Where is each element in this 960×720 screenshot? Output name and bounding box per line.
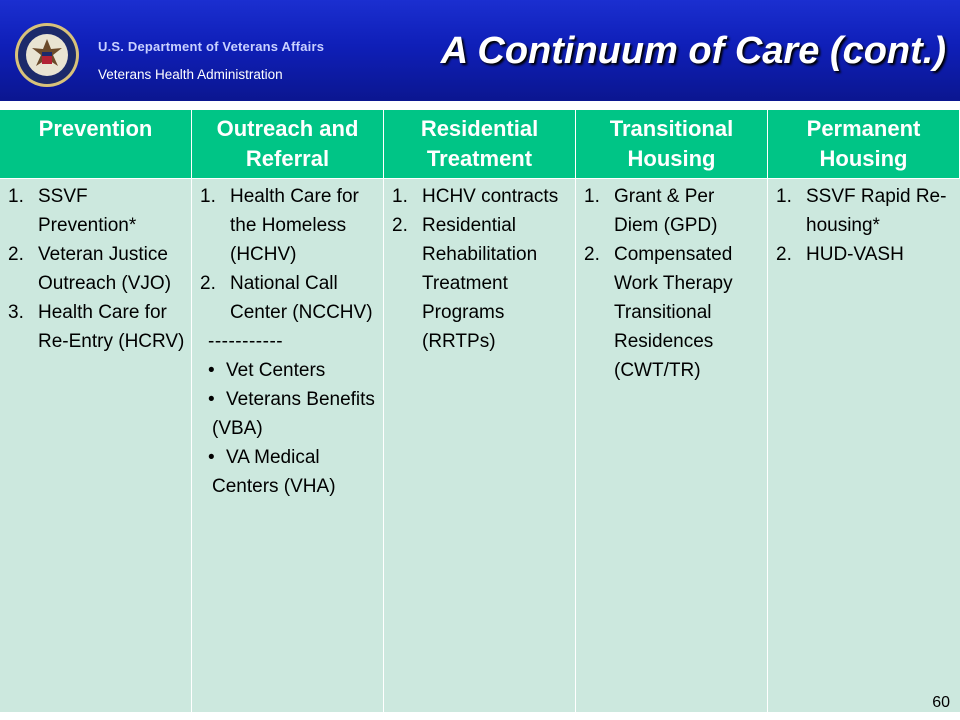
column-body-prevention bbox=[0, 178, 192, 712]
list-item: 3. Health Care for Re-Entry (HCRV) bbox=[8, 302, 185, 352]
column-body-residential bbox=[384, 178, 576, 712]
list-item: 1. Health Care for the Homeless (HCHV) bbox=[200, 186, 359, 265]
list-item: 1. SSVF Rapid Re-housing* bbox=[776, 186, 947, 236]
page-title: A Continuum of Care (cont.) bbox=[440, 30, 946, 72]
slide-header bbox=[0, 0, 960, 104]
continuum-table bbox=[0, 110, 960, 712]
bullet-item: • Veterans Benefits (VBA) bbox=[208, 389, 375, 439]
list-item: 1. SSVF Prevention* bbox=[8, 186, 137, 236]
column-header-transitional: Transitional Housing bbox=[576, 110, 768, 178]
column-body-outreach bbox=[192, 178, 384, 712]
column-header-permanent: Permanent Housing bbox=[768, 110, 960, 178]
column-header-prevention: Prevention bbox=[0, 110, 192, 178]
column-body-permanent bbox=[768, 178, 960, 712]
list-item: 2. Veteran Justice Outreach (VJO) bbox=[8, 244, 172, 294]
page-number: 60 bbox=[932, 694, 950, 711]
bullet-item: • VA Medical Centers (VHA) bbox=[208, 447, 336, 497]
list-item: 2. National Call Center (NCCHV) bbox=[200, 273, 373, 323]
va-seal-icon bbox=[14, 22, 80, 88]
agency-name: U.S. Department of Veterans Affairs bbox=[98, 39, 325, 54]
column-body-transitional bbox=[576, 178, 768, 712]
bullet-item: • Vet Centers bbox=[208, 360, 326, 381]
separator: ----------- bbox=[208, 331, 284, 352]
column-header-residential: Residential Treatment bbox=[384, 110, 576, 178]
list-item: 2. Compensated Work Therapy Transitional Residences (CWT/TR) bbox=[584, 244, 733, 381]
list-item: 2. Residential Rehabilitation Treatment Programs (RRTPs) bbox=[392, 215, 538, 352]
list-item: 2. HUD-VASH bbox=[776, 244, 904, 265]
administration-name: Veterans Health Administration bbox=[98, 67, 283, 82]
list-item: 1. Grant & Per Diem (GPD) bbox=[584, 186, 718, 236]
list-item: 1. HCHV contracts bbox=[392, 186, 559, 207]
column-header-outreach: Outreach and Referral bbox=[192, 110, 384, 178]
